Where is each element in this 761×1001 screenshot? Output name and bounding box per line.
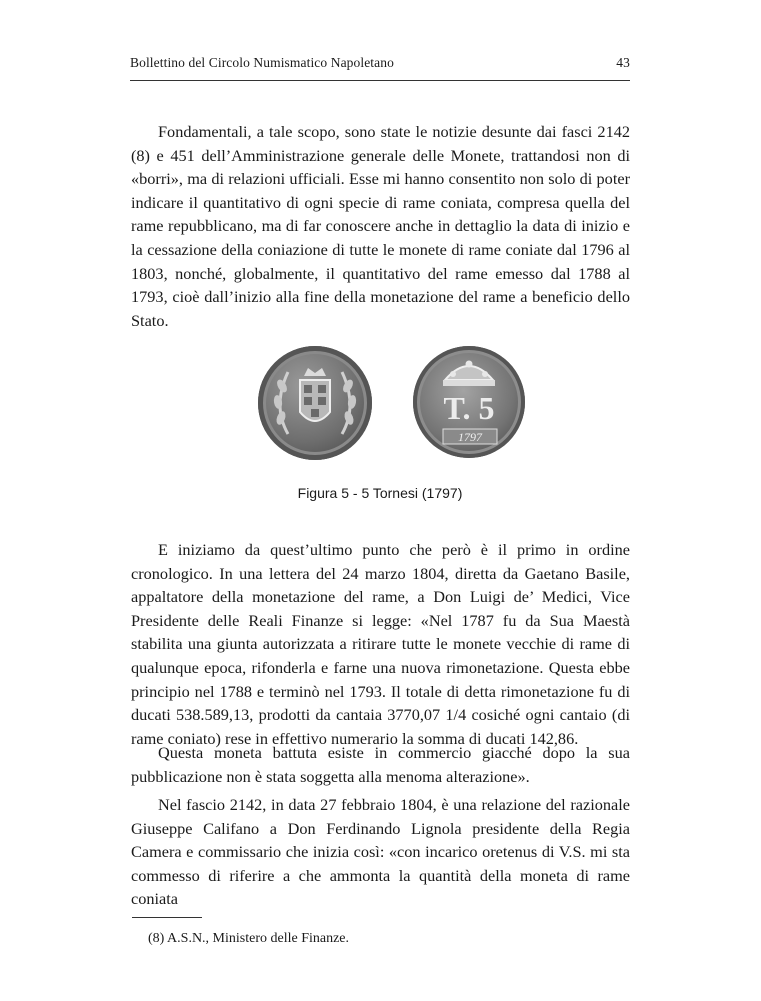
- coin-obverse-image: [258, 346, 372, 460]
- footnote: (8) A.S.N., Ministero delle Finanze.: [148, 931, 350, 946]
- coin-reverse-image: [413, 346, 525, 458]
- paragraph-sources: Fondamentali, a tale scopo, sono state le notizie desunte dai fasci 2142 (8) e 451 dell’Amministrazione generale delle Monete, trattandosi non di «borri», ma di relazioni ufficiali. Esse mi hanno consentito non solo di poter indicare il quantitativo di ogni specie di rame coniata, compresa quella del rame repubblicano, ma di far conoscere anche in dettaglio la data di inizio e la cessazione della coniazione di tutte le monete di rame coniate dal 1796 al 1803, nonché, globalmente, il quantitativo del rame emesso dal 1788 al 1793, cioè dall’inizio alla fine della monetazione del rame a beneficio dello Stato.: [131, 122, 630, 330]
- paragraph-report: Nel fascio 2142, in data 27 febbraio 1804, è una relazione del razionale Giuseppe Califano a Don Ferdinando Lignola presidente della Regia Camera e commissario che inizia così: «con incarico oretenus di V.S. mi sta commesso di riferire a che ammonta la quantità della moneta di rame coniata: [131, 795, 630, 909]
- paragraph-circulation: Questa moneta battuta esiste in commercio giacché dopo la sua pubblicazione non è stata soggetta alla menoma alterazione».: [131, 743, 630, 786]
- coin-figure: [258, 346, 508, 466]
- coin-reverse-date: 1797: [458, 430, 482, 444]
- footnote-rule: [132, 917, 202, 918]
- paragraph-letter: E iniziamo da quest’ultimo punto che però è il primo in ordine cronologico. In una lettera del 24 marzo 1804, diretta da Gaetano Basile, appaltatore della monetazione del rame, a Don Luigi de’ Medici, Vice Presidente delle Reali Finanze si legge: «Nel 1787 fu da Sua Maestà stabilita una giunta autorizzata a ritirare tutte le monete vecchie di rame di qualunque epoca, rifonderla e farne una nuova rimonetazione. Questa ebbe principio nel 1788 e terminò nel 1793. Il totale di detta rimonetazione fu di ducati 538.589,13, prodotti da cantaia 3770,07 1/4 cosiché ogni cantaio (di rame coniato) rese in effettivo numerario la somma di ducati 142,86.: [131, 540, 630, 748]
- coin-reverse-legend: T. 5: [443, 390, 495, 426]
- journal-title: Bollettino del Circolo Numismatico Napoletano: [130, 55, 394, 70]
- header-rule: [130, 80, 630, 81]
- figure-caption: Figura 5 - 5 Tornesi (1797): [297, 485, 463, 501]
- page-number: 43: [616, 55, 630, 70]
